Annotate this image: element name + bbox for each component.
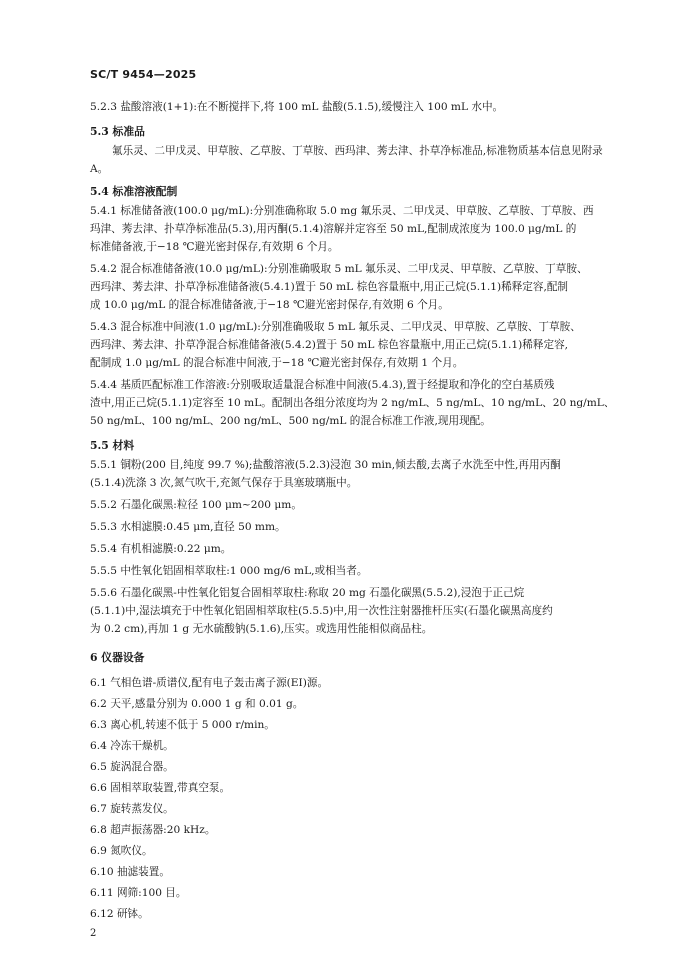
section-5-3-heading: 5.3 标准品 — [90, 125, 145, 138]
clause-6-12: 6.12 研钵。 — [90, 908, 149, 920]
paragraph-line: 渣中,用正己烷(5.1.1)定容至 10 mL。配制出各组分浓度均为 2 ng/mL、5 ng/mL、10 ng/mL、20 ng/mL、 — [90, 397, 615, 409]
paragraph-line: 50 ng/mL、100 ng/mL、200 ng/mL、500 ng/mL 的混合标准工作液,现用现配。 — [90, 415, 491, 427]
paragraph-line: 为 0.2 cm),再加 1 g 无水硫酸钠(5.1.6),压实。或选用性能相似商品柱。 — [90, 623, 433, 635]
paragraph-line: 配制成 1.0 μg/mL 的混合标准中间液,于−18 ℃避光密封保存,有效期 1 个月。 — [90, 357, 464, 369]
section-5-4-heading: 5.4 标准溶液配制 — [90, 185, 178, 198]
clause-5-5-3: 5.5.3 水相滤膜:0.45 μm,直径 50 mm。 — [90, 521, 286, 533]
page-number: 2 — [90, 928, 97, 939]
clause-5-5-5: 5.5.5 中性氧化铝固相萃取柱:1 000 mg/6 mL,或相当者。 — [90, 565, 368, 577]
clause-5-4-1: 5.4.1 标准储备液(100.0 μg/mL):分别准确称取 5.0 mg 氟乐灵、二甲戊灵、甲草胺、乙草胺、丁草胺、西 — [90, 205, 594, 217]
section-5-5-heading: 5.5 材料 — [90, 439, 135, 452]
clause-6-1: 6.1 气相色谱-质谱仪,配有电子轰击离子源(EI)源。 — [90, 677, 329, 689]
paragraph-line: A。 — [90, 163, 109, 175]
paragraph-line: 西玛津、莠去津、扑草净标准储备液(5.4.1)置于 50 mL 棕色容量瓶中,用正己烷(5.1.1)稀释定容,配制 — [90, 281, 569, 293]
clause-6-10: 6.10 抽滤装置。 — [90, 866, 170, 878]
paragraph-line: 标准储备液,于−18 ℃避光密封保存,有效期 6 个月。 — [90, 241, 339, 253]
clause-6-11: 6.11 网筛:100 目。 — [90, 887, 187, 899]
clause-6-3: 6.3 离心机,转速不低于 5 000 r/min。 — [90, 719, 275, 731]
paragraph-line: (5.1.1)中,湿法填充于中性氧化铝固相萃取柱(5.5.5)中,用一次性注射器推杆压实(石墨化碳黑高度约 — [90, 605, 553, 617]
paragraph-line: 成 10.0 μg/mL 的混合标准储备液,于−18 ℃避光密封保存,有效期 6 个月。 — [90, 299, 449, 311]
clause-5-4-3: 5.4.3 混合标准中间液(1.0 μg/mL):分别准确吸取 5 mL 氟乐灵、二甲戊灵、甲草胺、乙草胺、丁草胺、 — [90, 321, 581, 333]
clause-5-5-2: 5.5.2 石墨化碳黑:粒径 100 μm~200 μm。 — [90, 499, 302, 511]
clause-6-9: 6.9 氮吹仪。 — [90, 845, 153, 857]
clause-5-4-4: 5.4.4 基质匹配标准工作溶液:分别吸取适量混合标准中间液(5.4.3),置于经提取和净化的空白基质残 — [90, 379, 555, 391]
paragraph-line: 氟乐灵、二甲戊灵、甲草胺、乙草胺、丁草胺、西玛津、莠去津、扑草净标准品,标准物质基本信息见附录 — [112, 145, 603, 157]
document-code-header: SC/T 9454—2025 — [90, 68, 197, 81]
paragraph-line: 玛津、莠去津、扑草净标准品(5.3),用丙酮(5.1.4)溶解并定容至 50 mL,配制成浓度为 100.0 μg/mL 的 — [90, 223, 577, 235]
clause-5-5-1: 5.5.1 铜粉(200 目,纯度 99.7 %);盐酸溶液(5.2.3)浸泡 30 min,倾去酸,去离子水洗至中性,再用丙酮 — [90, 459, 561, 471]
clause-6-5: 6.5 旋涡混合器。 — [90, 761, 174, 773]
paragraph-line: (5.1.4)洗涤 3 次,氮气吹干,充氮气保存于具塞玻璃瓶中。 — [90, 477, 358, 489]
section-6-heading: 6 仪器设备 — [90, 651, 145, 664]
clause-6-6: 6.6 固相萃取装置,带真空泵。 — [90, 782, 231, 794]
clause-5-5-6: 5.5.6 石墨化碳黑-中性氧化铝复合固相萃取柱:称取 20 mg 石墨化碳黑(5.5.2),浸泡于正己烷 — [90, 587, 525, 599]
clause-6-2: 6.2 天平,感量分别为 0.000 1 g 和 0.01 g。 — [90, 698, 304, 710]
clause-5-2-3: 5.2.3 盐酸溶液(1+1):在不断搅拌下,将 100 mL 盐酸(5.1.5),缓慢注入 100 mL 水中。 — [90, 101, 504, 113]
clause-6-4: 6.4 冷冻干燥机。 — [90, 740, 174, 752]
clause-6-8: 6.8 超声振荡器:20 kHz。 — [90, 824, 216, 836]
clause-5-5-4: 5.5.4 有机相滤膜:0.22 μm。 — [90, 543, 232, 555]
clause-5-4-2: 5.4.2 混合标准储备液(10.0 μg/mL):分别准确吸取 5 mL 氟乐灵、二甲戊灵、甲草胺、乙草胺、丁草胺、 — [90, 263, 588, 275]
clause-6-7: 6.7 旋转蒸发仪。 — [90, 803, 174, 815]
paragraph-line: 西玛津、莠去津、扑草净混合标准储备液(5.4.2)置于 50 mL 棕色容量瓶中,用正己烷(5.1.1)稀释定容, — [90, 339, 569, 351]
